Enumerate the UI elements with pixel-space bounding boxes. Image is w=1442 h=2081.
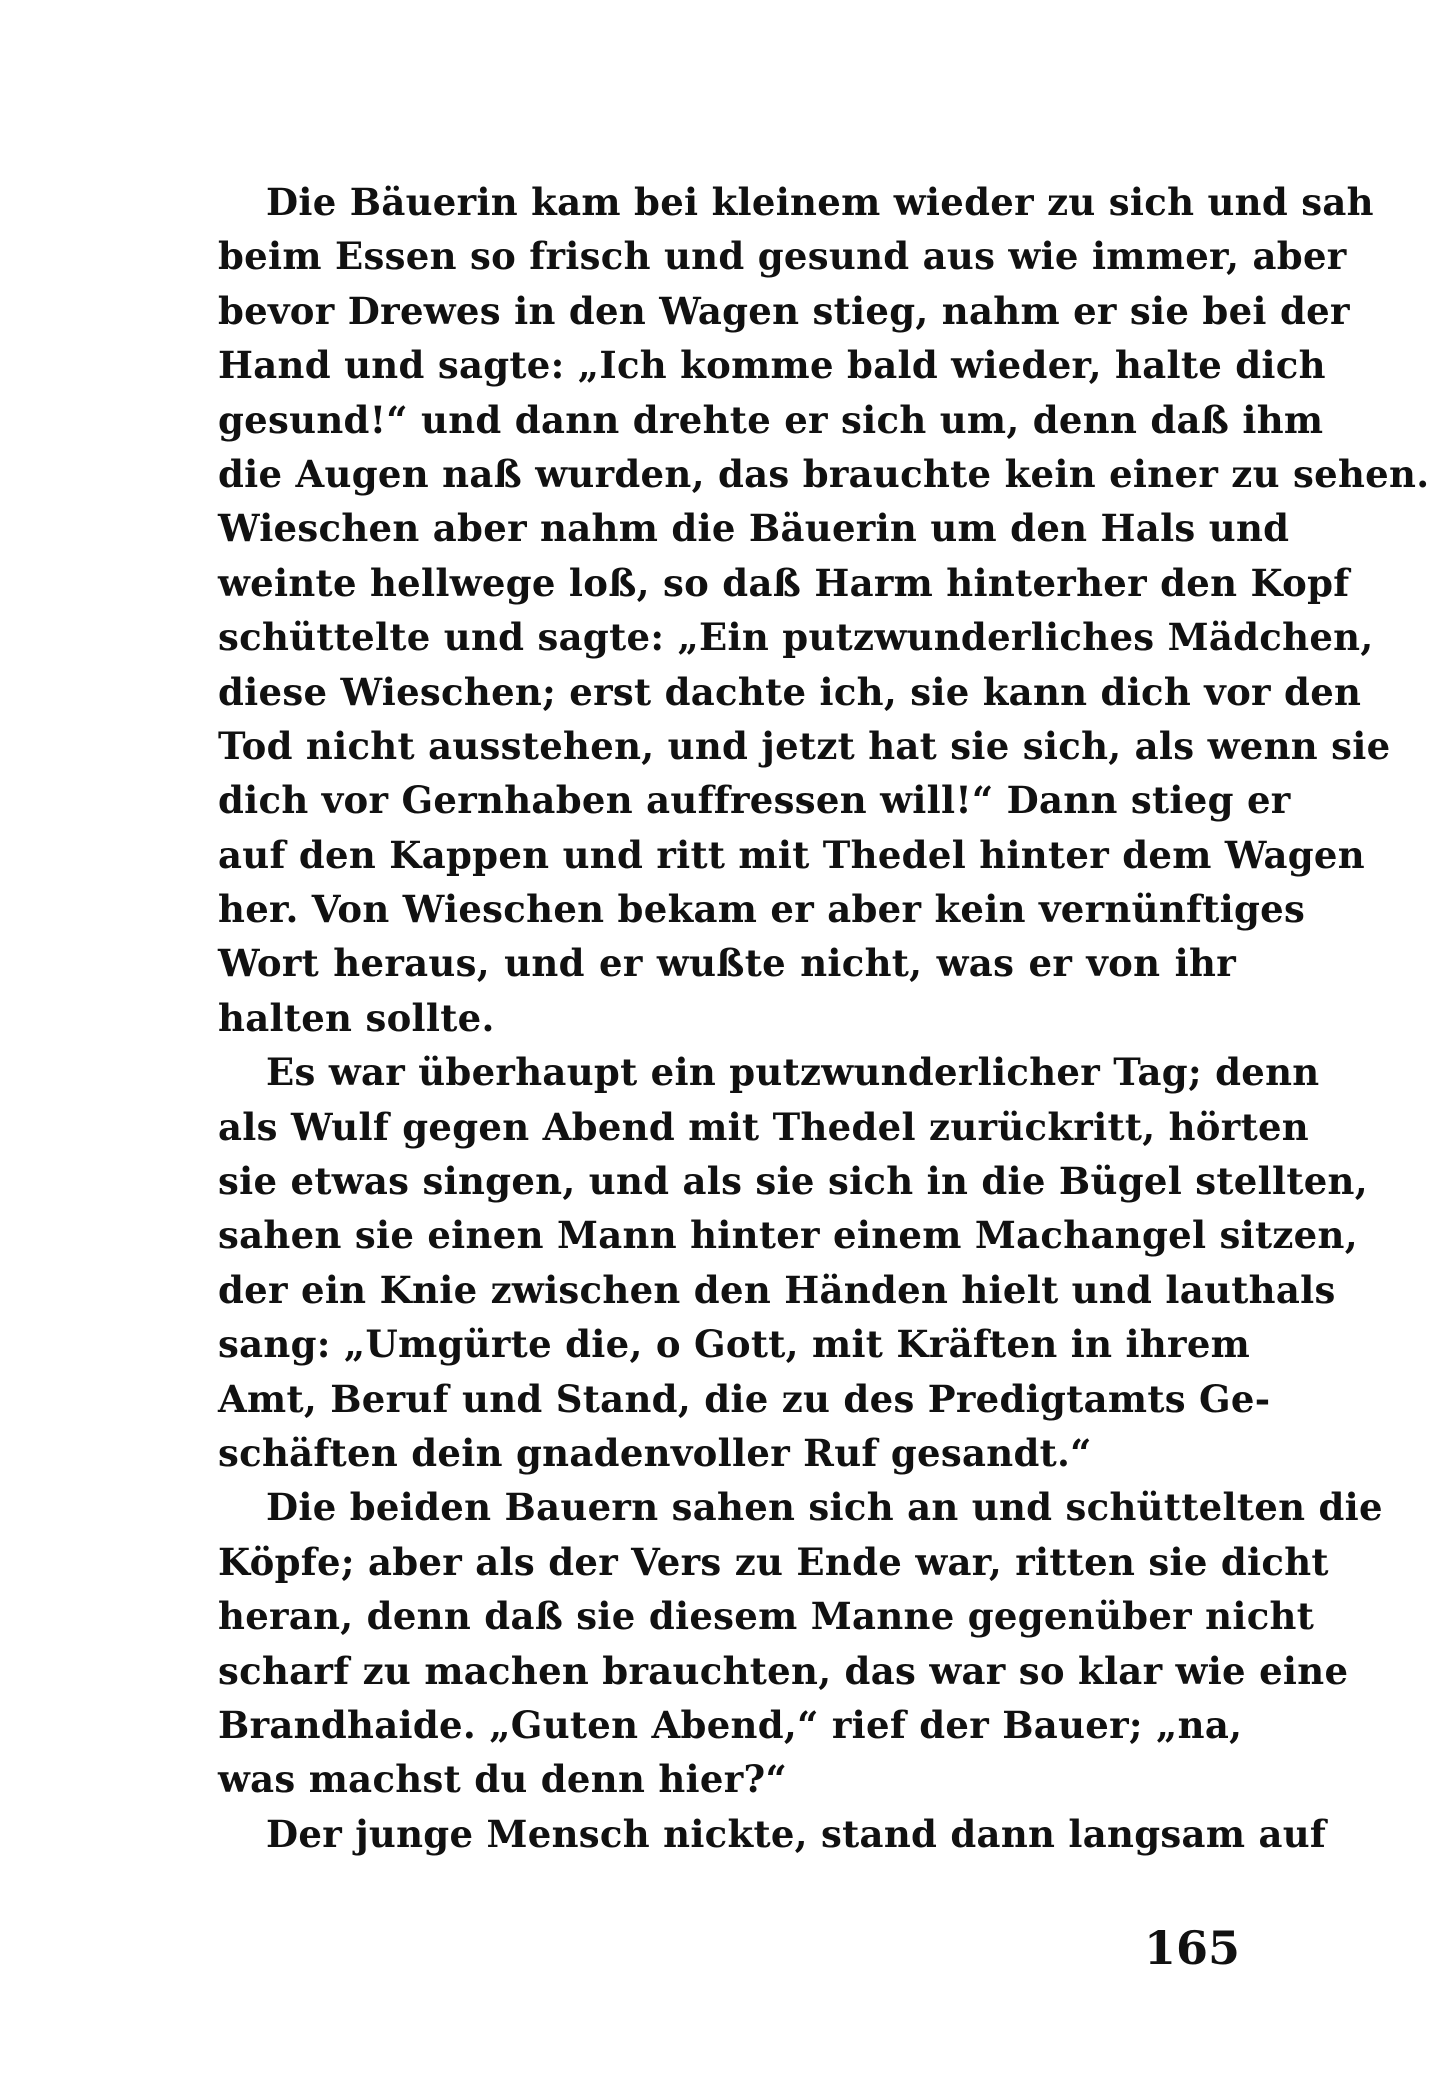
text-line: dich vor Gernhaben auffressen will!“ Dann stieg er — [218, 778, 1291, 823]
text-line: Wort heraus, und er wußte nicht, was er von ihr — [218, 941, 1236, 986]
text-line: auf den Kappen und ritt mit Thedel hinter dem Wagen — [218, 832, 1365, 877]
page-number: 165 — [1143, 1921, 1240, 1975]
text-line: bevor Drewes in den Wagen stieg, nahm er sie bei der — [218, 288, 1350, 333]
text-line: Amt, Beruf und Stand, die zu des Predigtamts Ge- — [218, 1376, 1271, 1421]
text-line: schüttelte und sagte: „Ein putzwunderliches Mädchen, — [218, 615, 1374, 660]
text-line: weinte hellwege loß, so daß Harm hinterher den Kopf — [218, 560, 1350, 605]
text-line: gesund!“ und dann drehte er sich um, denn daß ihm — [218, 397, 1324, 442]
text-line: Tod nicht ausstehen, und jetzt hat sie sich, als wenn sie — [218, 723, 1391, 768]
text-line: sang: „Umgürte die, o Gott, mit Kräften in ihrem — [218, 1322, 1251, 1367]
text-line: heran, denn daß sie diesem Manne gegenüber nicht — [218, 1594, 1315, 1639]
text-line: sahen sie einen Mann hinter einem Machangel sitzen, — [218, 1213, 1358, 1258]
text-line: diese Wieschen; erst dachte ich, sie kann dich vor den — [218, 669, 1362, 714]
text-line: sie etwas singen, und als sie sich in die Bügel stellten, — [218, 1159, 1368, 1204]
text-line: halten sollte. — [218, 995, 495, 1040]
text-line: was machst du denn hier?“ — [218, 1757, 788, 1802]
text-line: scharf zu machen brauchten, das war so klar wie eine — [218, 1648, 1349, 1693]
text-line: Hand und sagte: „Ich komme bald wieder, halte dich — [218, 343, 1326, 388]
text-line: Köpfe; aber als der Vers zu Ende war, ritten sie dicht — [218, 1539, 1329, 1584]
body-text — [218, 175, 1430, 1861]
text-line: Die Bäuerin kam bei kleinem wieder zu sich und sah — [266, 180, 1374, 224]
text-line: als Wulf gegen Abend mit Thedel zurückritt, hörten — [218, 1104, 1309, 1149]
text-line: Brandhaide. „Guten Abend,“ rief der Bauer; „na, — [218, 1702, 1243, 1747]
text-line: der ein Knie zwischen den Händen hielt und lauthals — [218, 1267, 1336, 1312]
text-line: Es war überhaupt ein putzwunderlicher Tag; denn — [266, 1050, 1320, 1095]
text-line: Der junge Mensch nickte, stand dann langsam auf — [266, 1811, 1327, 1856]
text-line: beim Essen so frisch und gesund aus wie immer, aber — [218, 234, 1347, 279]
text-line: her. Von Wieschen bekam er aber kein vernünftiges — [218, 887, 1306, 932]
text-line: schäften dein gnadenvoller Ruf gesandt.“ — [218, 1430, 1092, 1475]
text-line: Die beiden Bauern sahen sich an und schüttelten die — [266, 1485, 1383, 1530]
text-line: Wieschen aber nahm die Bäuerin um den Hals und — [218, 506, 1290, 551]
text-line: die Augen naß wurden, das brauchte kein einer zu sehen. — [218, 451, 1430, 496]
